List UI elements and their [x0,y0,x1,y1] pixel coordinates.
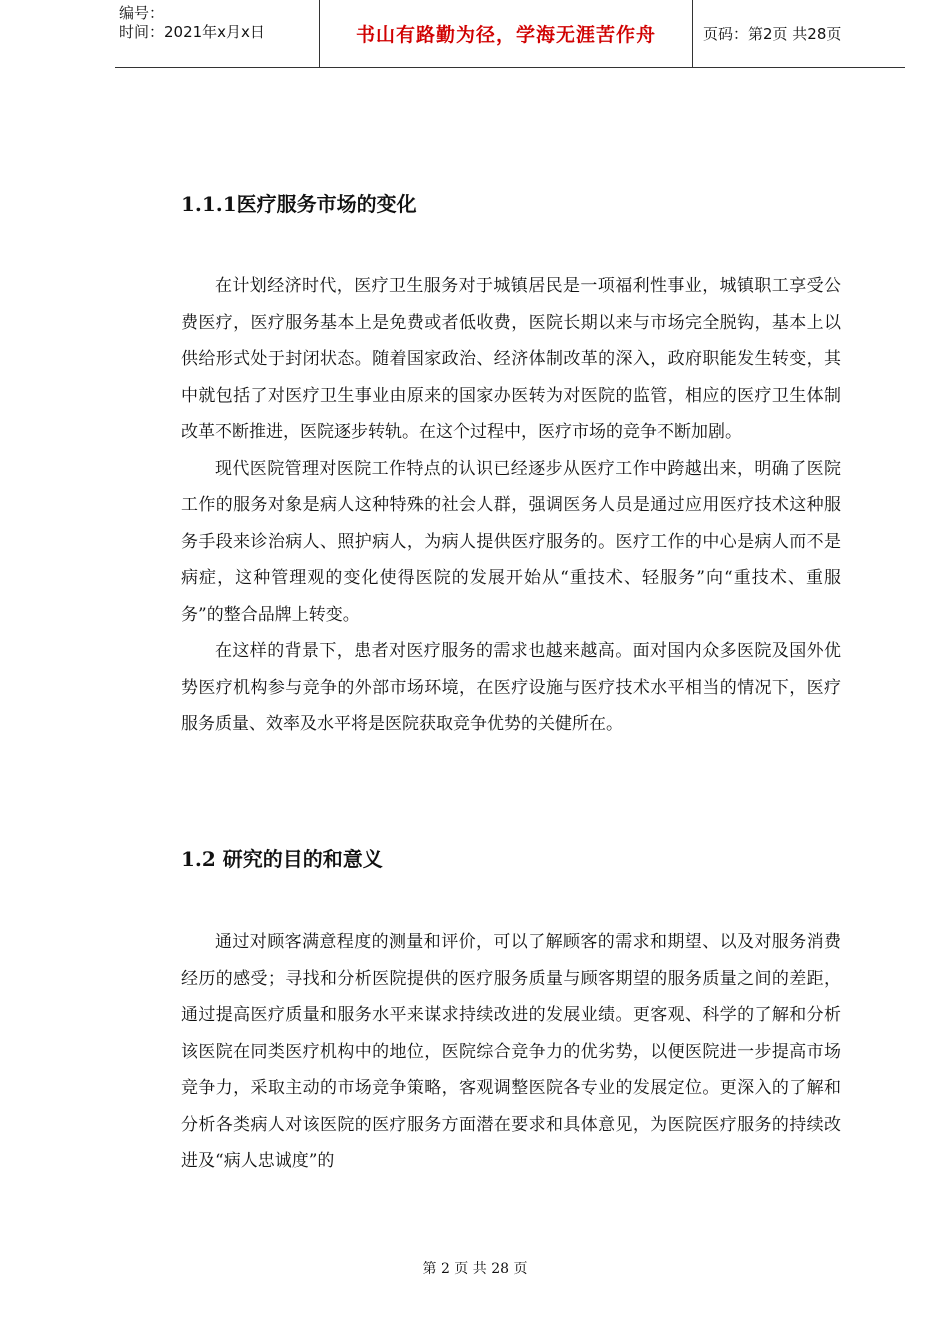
paragraph: 通过对顾客满意程度的测量和评价，可以了解顾客的需求和期望、以及对服务消费经历的感受；寻找和分析医院提供的医疗服务质量与顾客期望的服务质量之间的差距，通过提高医疗质量和服务水平来谋求持续改进的发展业绩。更客观、科学的了解和分析该医院在同类医疗机构中的地位，医院综合竞争力的优劣势，以便医院进一步提高市场竞争力，采取主动的市场竞争策略，客观调整医院各专业的发展定位。更深入的了解和分析各类病人对该医院的医疗服务方面潜在要求和具体意见，为医院医疗服务的持续改进及“病人忠诚度”的 [181,932,841,1171]
header-time: 时间：2021年x月x日 [119,23,265,41]
paragraph: 在计划经济时代，医疗卫生服务对于城镇居民是一项福利性事业，城镇职工享受公费医疗，医疗服务基本上是免费或者低收费，医院长期以来与市场完全脱钩，基本上以供给形式处于封闭状态。随着国家政治、经济体制改革的深入，政府职能发生转变，其中就包括了对医疗卫生事业由原来的国家办医转为对医院的监管，相应的医疗卫生体制改革不断推进，医院逐步转轨。在这个过程中，医疗市场的竞争不断加剧。 [181,276,841,442]
page-footer: 第 2 页 共 28 页 [422,1261,528,1277]
section-heading: 1.1.1医疗服务市场的变化 [181,192,417,216]
header-meta [115,0,320,67]
paragraph: 在这样的背景下，患者对医疗服务的需求也越来越高。面对国内众多医院及国外优势医疗机构参与竞争的外部市场环境，在医疗设施与医疗技术水平相当的情况下，医疗服务质量、效率及水平将是医院获取竞争优势的关健所在。 [181,641,841,734]
paragraph: 现代医院管理对医院工作特点的认识已经逐步从医疗工作中跨越出来，明确了医院工作的服务对象是病人这种特殊的社会人群，强调医务人员是通过应用医疗技术这种服务手段来诊治病人、照护病人，为病人提供医疗服务的。医疗工作的中心是病人而不是病症，这种管理观的变化使得医院的发展开始从“重技术、轻服务”向“重技术、重服务”的整合品牌上转变。 [181,458,841,625]
section-heading: 1.2 研究的目的和意义 [181,847,383,871]
page-header [115,0,905,68]
header-page-info: 页码：第2页 共28页 [703,25,842,43]
header-motto: 书山有路勤为径，学海无涯苦作舟 [320,0,693,67]
header-number: 编号： [119,4,165,22]
section-body [181,924,841,1180]
section-body [181,268,841,743]
